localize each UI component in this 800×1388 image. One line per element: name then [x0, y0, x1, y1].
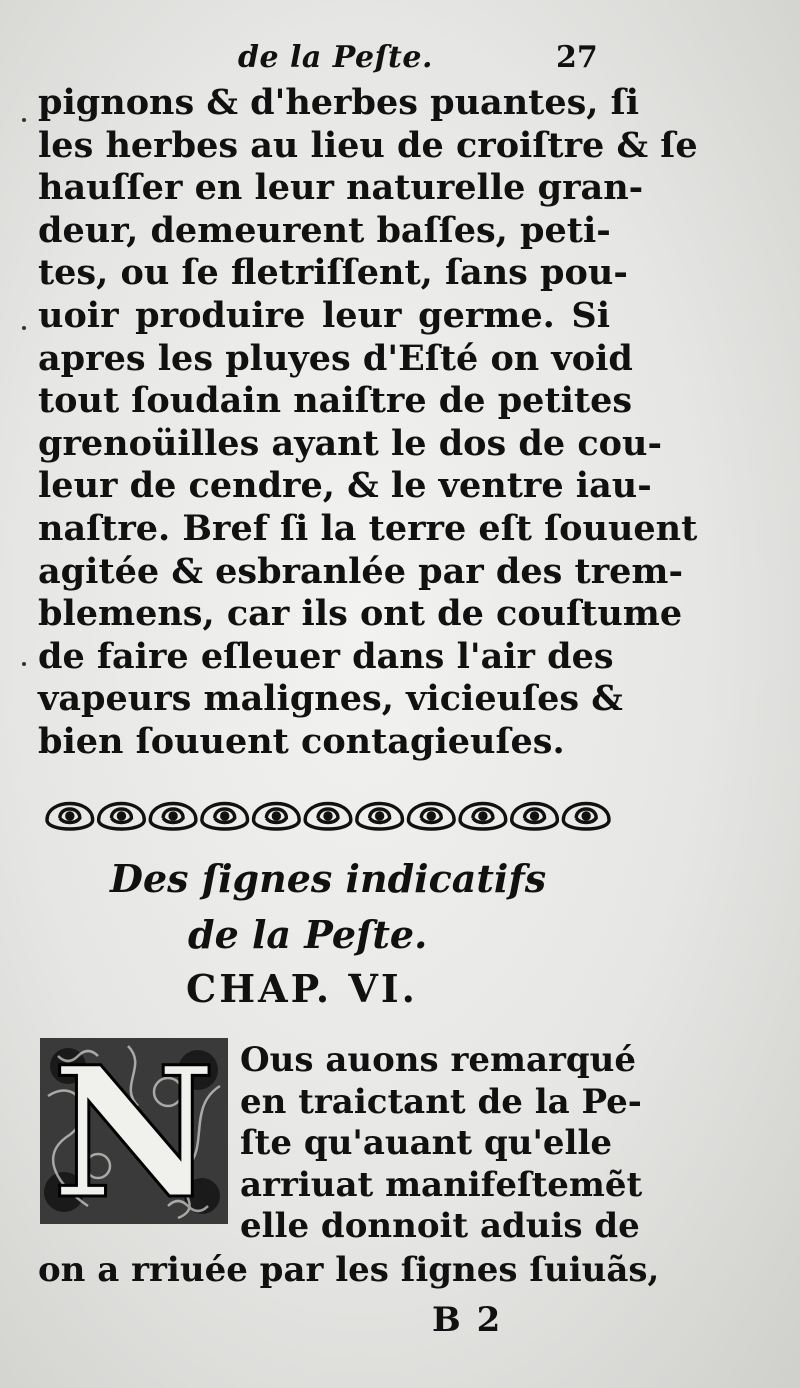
text-line: tes, ou ſe fletriſſent, ſans pou-: [38, 252, 628, 294]
ornament-unit: [408, 804, 454, 830]
chapter-title-line2: de la Peſte.: [188, 912, 428, 957]
text-line: de faire eſleuer dans l'air des: [38, 635, 614, 677]
text-line: blemens, car ils ont de couſtume: [38, 593, 683, 635]
page-number: 27: [556, 40, 598, 75]
ornament-unit: [305, 804, 351, 830]
chapter-opening: [240, 1040, 643, 1248]
ornament-unit: [512, 804, 558, 830]
text-line: elle donnoit aduis de: [240, 1206, 640, 1246]
text-line: grenoüilles ayant le dos de cou-: [38, 422, 662, 464]
ornament-unit: [563, 804, 609, 830]
running-head-title: de la Peſte.: [238, 40, 433, 75]
text-line: naſtre. Bref ſi la terre eſt ſouuent: [38, 507, 698, 549]
text-line: arriuat manifeſtemẽt: [240, 1164, 643, 1205]
text-line-final: on a rriuée par les ſignes ſuiuãs,: [38, 1250, 660, 1290]
text-line: apres les pluyes d'Eſté on void: [38, 337, 633, 379]
text-line: agitée & esbranlée par des trem-: [38, 550, 683, 592]
text-line: hauſſer en leur naturelle gran-: [38, 167, 644, 209]
dropcap-letter: N: [51, 1036, 217, 1226]
text-line: leur de cendre, & le ventre iau-: [38, 465, 652, 507]
running-head: [0, 38, 800, 88]
ornament-unit: [202, 804, 248, 830]
text-line: uoir produire leur germe. Si: [38, 294, 610, 336]
text-line: ſte qu'auant qu'elle: [240, 1123, 612, 1163]
margin-mark: [22, 118, 26, 122]
text-line: vapeurs malignes, vicieuſes &: [38, 678, 623, 720]
margin-mark: [22, 326, 26, 330]
text-line: Ous auons remarqué: [240, 1040, 637, 1080]
ornament-unit: [99, 804, 145, 830]
text-line: en traictant de la Pe-: [240, 1081, 642, 1122]
text-line: bien ſouuent contagieuſes.: [38, 720, 565, 762]
text-line: pignons & d'herbes puantes, ſi: [38, 82, 640, 123]
decorated-initial: [38, 1036, 230, 1226]
chapter-title-line1: Des ſignes indicatifs: [110, 856, 547, 901]
text-line: les herbes au lieu de croiſtre & ſe: [38, 124, 698, 166]
ornament-unit: [150, 804, 196, 830]
margin-mark: [22, 662, 26, 666]
ornament-unit: [254, 804, 300, 830]
ornament-unit: [47, 804, 93, 830]
ornament-unit: [357, 804, 403, 830]
text-line: tout ſoudain naiſtre de petites: [38, 380, 633, 422]
body-paragraph: [38, 82, 698, 764]
chapter-number: CHAP. VI.: [186, 966, 418, 1011]
ornament-unit: [460, 804, 506, 830]
ornament-border: [44, 790, 612, 836]
signature-mark: B 2: [432, 1300, 503, 1340]
text-line: deur, demeurent baſſes, peti-: [38, 209, 611, 251]
